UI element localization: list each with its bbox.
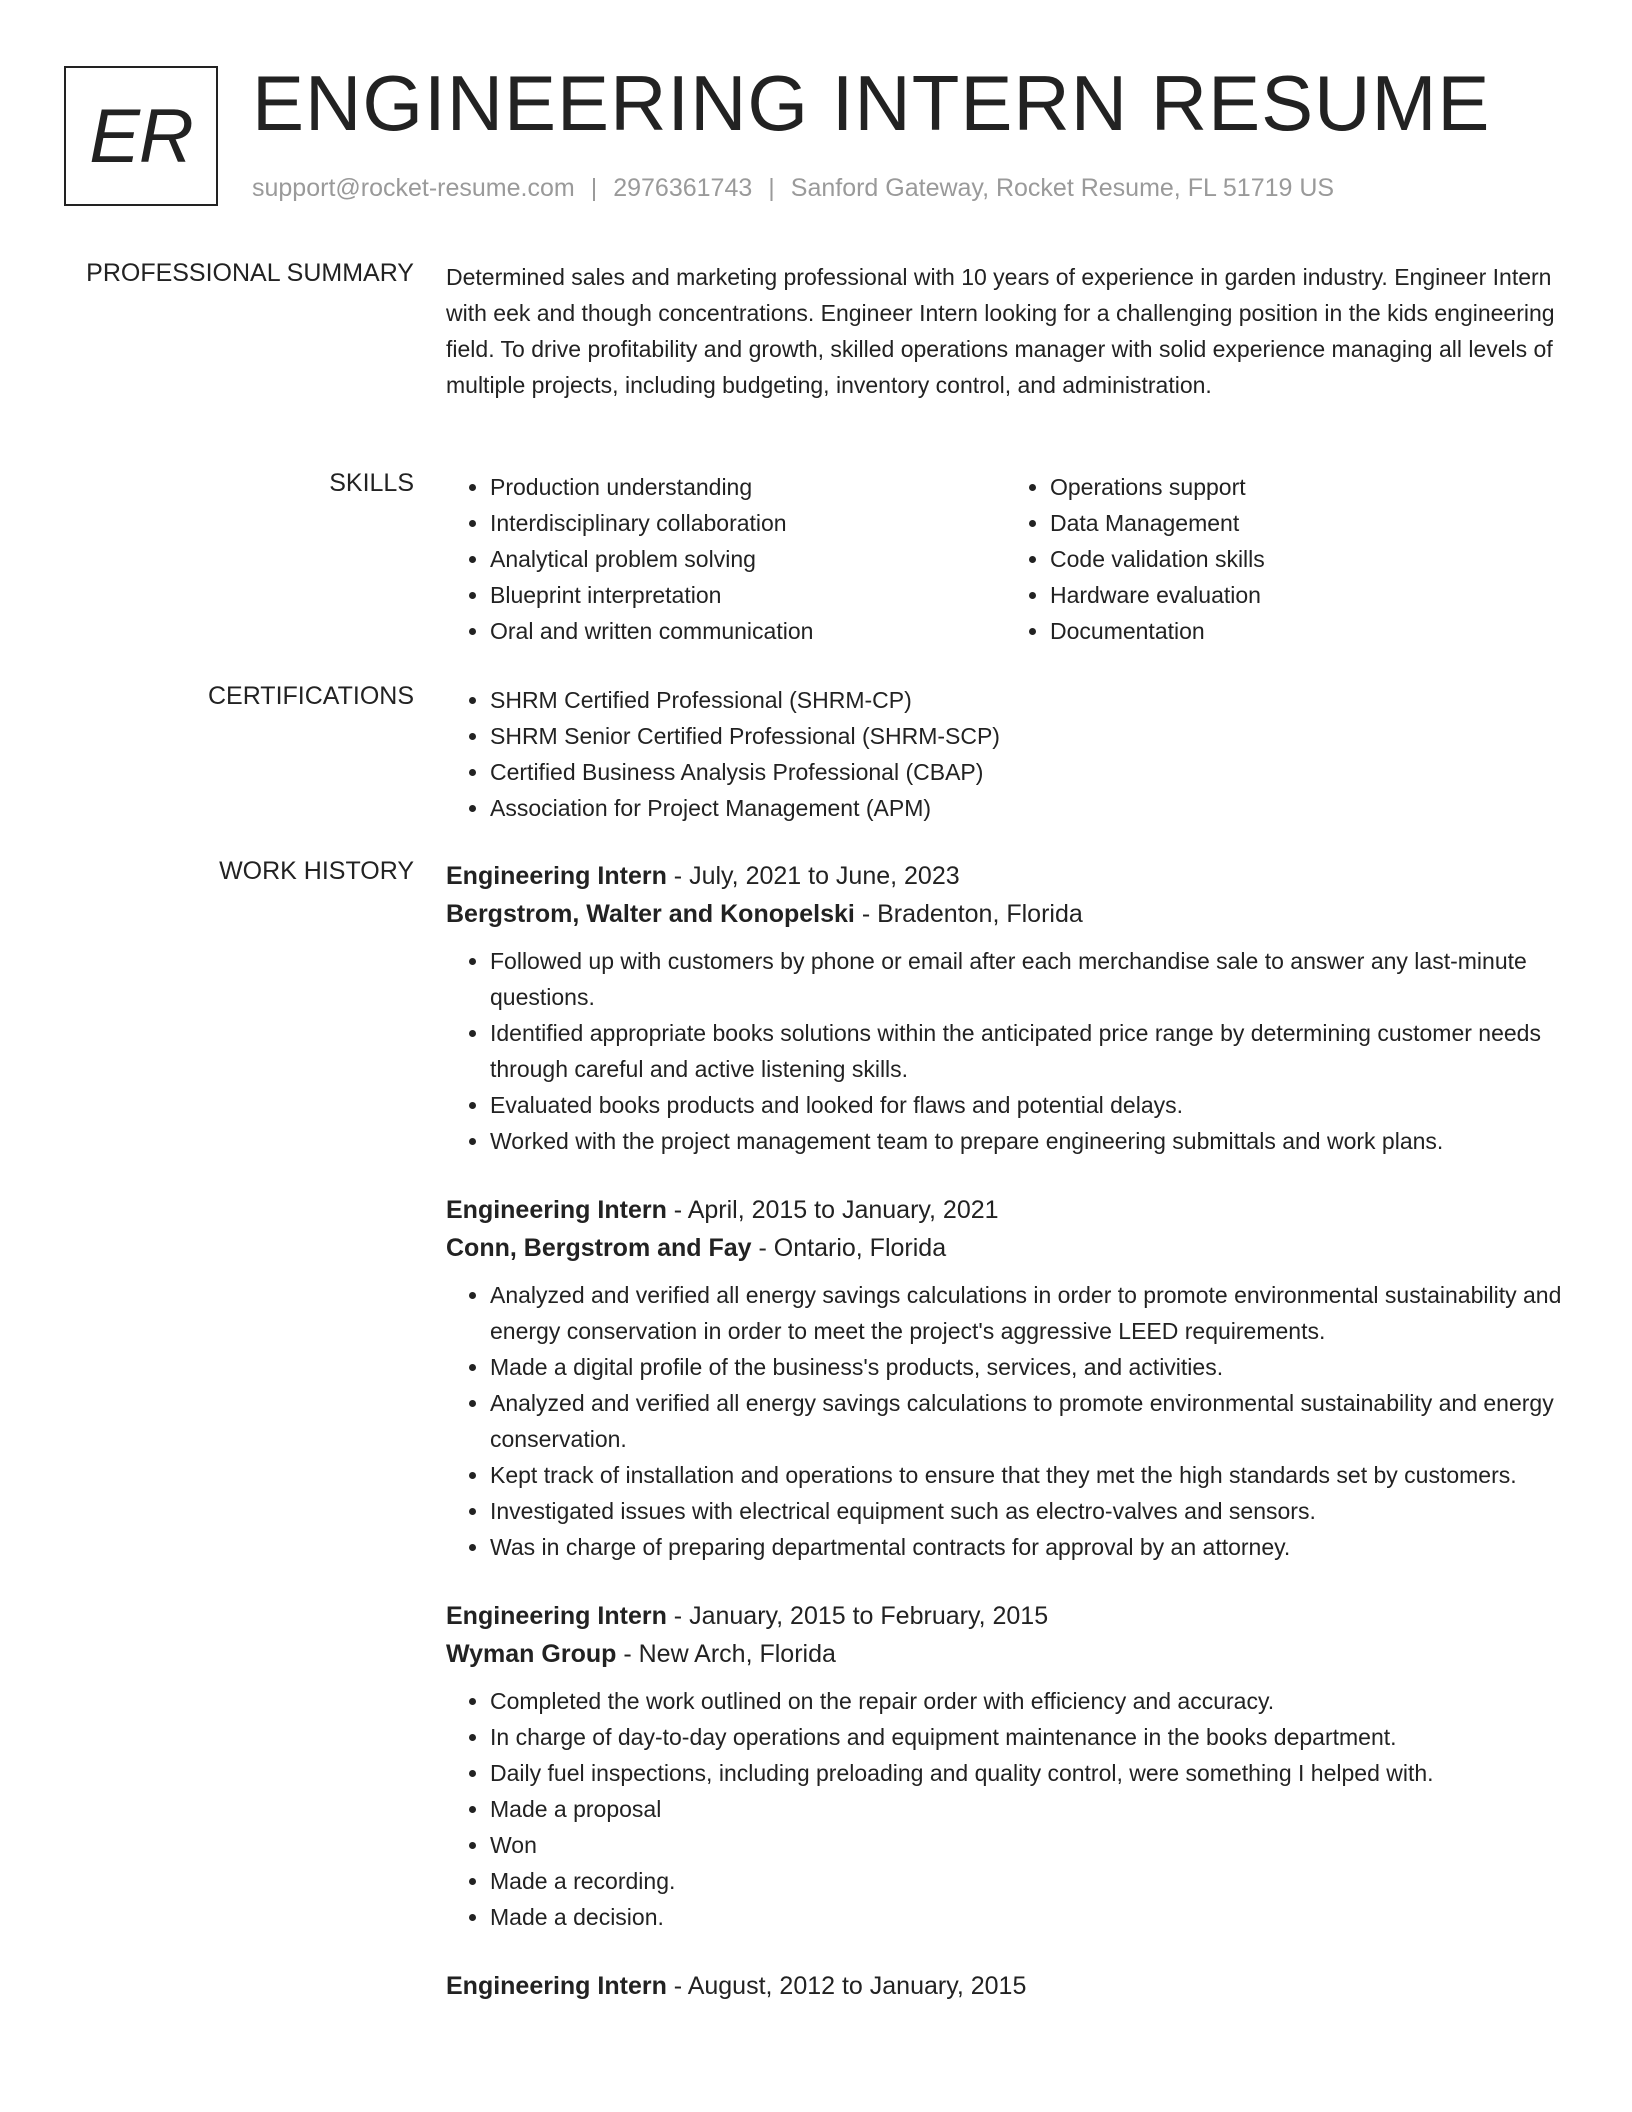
certification-item: • SHRM Senior Certified Professional (SHRM-SCP) — [490, 718, 1566, 754]
skill-item: • Data Management — [1050, 505, 1566, 541]
skill-item: • Production understanding — [490, 469, 1006, 505]
contact-phone[interactable]: 2976361743 — [613, 174, 753, 202]
job-bullet: • Evaluated books products and looked for flaws and potential delays. — [490, 1087, 1566, 1123]
job-bullet-list — [446, 1683, 1566, 1935]
skill-item: • Hardware evaluation — [1050, 577, 1566, 613]
job-bullet: • Followed up with customers by phone or email after each merchandise sale to answer any last-minute questions. — [490, 943, 1566, 1015]
job-bullet: • Worked with the project management team to prepare engineering submittals and work plans. — [490, 1123, 1566, 1159]
section-label-work: WORK HISTORY — [219, 857, 414, 885]
job-bullet: • Kept track of installation and operations to ensure that they met the high standards set by customers. — [490, 1457, 1566, 1493]
job-company-line — [446, 895, 1566, 933]
certification-item: • Association for Project Management (APM) — [490, 790, 1566, 826]
summary-text: Determined sales and marketing professional with 10 years of experience in garden industry. Engineer Intern with eek and though concentrations. Engineer Intern looking for a challenging position in the kids engineering field. To drive profitability and growth, skilled operations manager with solid experience managing all levels of multiple projects, including budgeting, inventory control, and administration. — [446, 264, 1555, 398]
job-title-line — [446, 1967, 1566, 2005]
skill-item: • Documentation — [1050, 613, 1566, 649]
job-dates: - August, 2012 to January, 2015 — [666, 1972, 1027, 2000]
job-title: Engineering Intern — [446, 1972, 667, 2000]
job-bullet: • Daily fuel inspections, including preloading and quality control, were something I helped with. — [490, 1755, 1566, 1791]
job-title: Engineering Intern — [446, 1602, 667, 1630]
job-bullet: • Was in charge of preparing departmental contracts for approval by an attorney. — [490, 1529, 1566, 1565]
job-title-line — [446, 1191, 1566, 1229]
job-bullet: • In charge of day-to-day operations and equipment maintenance in the books department. — [490, 1719, 1566, 1755]
job-bullet: • Won — [490, 1827, 1566, 1863]
certifications-body — [446, 682, 1566, 826]
job-bullet-list — [446, 1277, 1566, 1565]
certification-item: • SHRM Certified Professional (SHRM-CP) — [490, 682, 1566, 718]
section-label-summary: PROFESSIONAL SUMMARY — [86, 259, 414, 287]
skill-item: • Interdisciplinary collaboration — [490, 505, 1006, 541]
job-entry — [446, 1597, 1566, 1935]
job-bullet: • Analyzed and verified all energy savings calculations in order to promote environmental sustainability and energy conservation in order to meet the project's aggressive LEED requirements. — [490, 1277, 1566, 1349]
certifications-list — [446, 682, 1566, 826]
job-bullet: • Made a digital profile of the business's products, services, and activities. — [490, 1349, 1566, 1385]
skill-item: • Blueprint interpretation — [490, 577, 1006, 613]
job-entry — [446, 857, 1566, 1159]
job-title-line — [446, 1597, 1566, 1635]
certification-item: • Certified Business Analysis Professional (CBAP) — [490, 754, 1566, 790]
job-entry — [446, 1967, 1566, 2005]
job-bullet-list — [446, 943, 1566, 1159]
contact-email[interactable]: support@rocket-resume.com — [252, 174, 575, 202]
job-bullet: • Made a proposal — [490, 1791, 1566, 1827]
job-company-line — [446, 1229, 1566, 1267]
job-company: Bergstrom, Walter and Konopelski — [446, 900, 855, 928]
section-label-certifications: CERTIFICATIONS — [207, 682, 414, 710]
job-bullet: • Investigated issues with electrical equipment such as electro-valves and sensors. — [490, 1493, 1566, 1529]
job-entry — [446, 1191, 1566, 1565]
skill-item: • Oral and written communication — [490, 613, 1006, 649]
skills-list-right — [1006, 469, 1566, 649]
job-location: - Bradenton, Florida — [854, 900, 1083, 928]
job-title: Engineering Intern — [446, 1196, 667, 1224]
job-bullet: • Analyzed and verified all energy savings calculations to promote environmental sustainability and energy conservation. — [490, 1385, 1566, 1457]
skills-columns — [446, 469, 1566, 649]
section-label-skills: SKILLS — [329, 469, 414, 497]
contact-address: Sanford Gateway, Rocket Resume, FL 51719 US — [790, 174, 1335, 202]
job-bullet: • Completed the work outlined on the repair order with efficiency and accuracy. — [490, 1683, 1566, 1719]
job-dates: - January, 2015 to February, 2015 — [666, 1602, 1049, 1630]
job-location: - New Arch, Florida — [616, 1640, 836, 1668]
job-location: - Ontario, Florida — [751, 1234, 947, 1262]
job-dates: - July, 2021 to June, 2023 — [666, 862, 960, 890]
job-bullet: • Made a decision. — [490, 1899, 1566, 1935]
job-bullet: • Made a recording. — [490, 1863, 1566, 1899]
job-company: Wyman Group — [446, 1640, 617, 1668]
monogram: ER — [64, 66, 218, 206]
skill-item: • Code validation skills — [1050, 541, 1566, 577]
skill-item: • Operations support — [1050, 469, 1566, 505]
page-title: ENGINEERING INTERN RESUME — [252, 59, 1491, 147]
job-title-line — [446, 857, 1566, 895]
job-company: Conn, Bergstrom and Fay — [446, 1234, 752, 1262]
job-dates: - April, 2015 to January, 2021 — [666, 1196, 999, 1224]
job-bullet: • Identified appropriate books solutions within the anticipated price range by determining customer needs through careful and active listening skills. — [490, 1015, 1566, 1087]
skills-list-left — [446, 469, 1006, 649]
work-history-body — [446, 857, 1566, 2037]
job-company-line — [446, 1635, 1566, 1673]
job-title: Engineering Intern — [446, 862, 667, 890]
contact-separator: | — [768, 174, 775, 202]
skill-item: • Analytical problem solving — [490, 541, 1006, 577]
contact-line — [252, 174, 1334, 203]
contact-separator: | — [590, 174, 598, 202]
